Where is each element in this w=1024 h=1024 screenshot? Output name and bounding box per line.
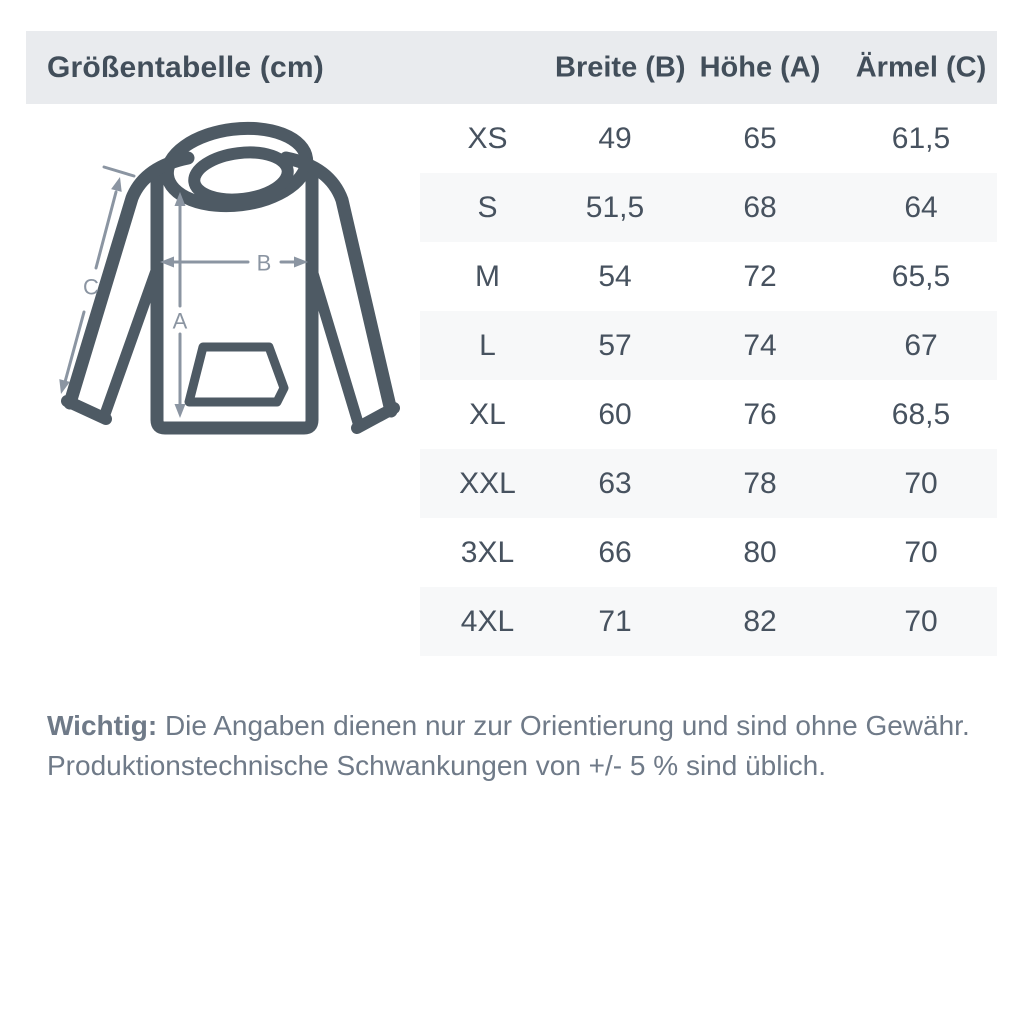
size-cell: XL bbox=[469, 397, 506, 431]
hoehe-cell: 80 bbox=[743, 535, 777, 569]
table-row bbox=[420, 311, 997, 380]
hoodie-diagram bbox=[40, 120, 420, 460]
hoehe-cell: 65 bbox=[743, 121, 777, 155]
breite-cell: 49 bbox=[598, 121, 632, 155]
hoodie-left-sleeve-inner bbox=[104, 268, 157, 417]
hoehe-cell: 74 bbox=[743, 328, 777, 362]
breite-cell: 57 bbox=[598, 328, 632, 362]
arrowhead-c-top-icon bbox=[111, 177, 122, 192]
hoehe-cell: 72 bbox=[743, 259, 777, 293]
size-cell: L bbox=[479, 328, 496, 362]
arrowhead-a-bottom-icon bbox=[175, 404, 186, 418]
disclaimer-label: Wichtig: bbox=[47, 710, 158, 741]
column-header-breite: Breite (B) bbox=[555, 51, 686, 83]
column-header-hoehe: Höhe (A) bbox=[699, 51, 821, 83]
column-header-aermel: Ärmel (C) bbox=[855, 51, 987, 83]
aermel-cell: 64 bbox=[904, 190, 938, 224]
aermel-cell: 67 bbox=[904, 328, 938, 362]
table-row bbox=[420, 518, 997, 587]
size-cell: 4XL bbox=[460, 604, 515, 638]
breite-cell: 66 bbox=[598, 535, 632, 569]
table-row bbox=[420, 104, 997, 173]
table-row bbox=[420, 380, 997, 449]
aermel-cell: 68,5 bbox=[891, 397, 951, 431]
hoodie-right-sleeve-inner bbox=[312, 270, 359, 426]
table-header-band bbox=[26, 31, 997, 104]
table-row bbox=[420, 449, 997, 518]
hoehe-cell: 76 bbox=[743, 397, 777, 431]
disclaimer-note bbox=[47, 706, 997, 786]
size-cell: XS bbox=[467, 121, 508, 155]
breite-cell: 63 bbox=[598, 466, 632, 500]
breite-cell: 54 bbox=[598, 259, 632, 293]
breite-cell: 51,5 bbox=[585, 190, 645, 224]
hoodie-pocket bbox=[189, 347, 284, 402]
dimension-c-end-tick bbox=[104, 167, 134, 176]
aermel-cell: 70 bbox=[904, 466, 938, 500]
aermel-cell: 70 bbox=[904, 535, 938, 569]
disclaimer-line1: Die Angaben dienen nur zur Orientierung und sind ohne Gewähr. bbox=[164, 710, 970, 741]
table-row bbox=[420, 173, 997, 242]
size-cell: M bbox=[475, 259, 500, 293]
breite-cell: 60 bbox=[598, 397, 632, 431]
dimension-label-b: B bbox=[256, 250, 272, 276]
aermel-cell: 65,5 bbox=[891, 259, 951, 293]
dimension-label-c: C bbox=[83, 274, 99, 300]
aermel-cell: 70 bbox=[904, 604, 938, 638]
hoehe-cell: 82 bbox=[743, 604, 777, 638]
size-cell: 3XL bbox=[460, 535, 515, 569]
table-row bbox=[420, 587, 997, 656]
size-table bbox=[420, 104, 997, 656]
size-cell: XXL bbox=[459, 466, 516, 500]
table-row bbox=[420, 242, 997, 311]
size-cell: S bbox=[477, 190, 498, 224]
page-title: Größentabelle (cm) bbox=[47, 50, 324, 84]
breite-cell: 71 bbox=[598, 604, 632, 638]
disclaimer-line2: Produktionstechnische Schwankungen von +/- 5 % sind üblich. bbox=[47, 750, 827, 781]
dimension-label-a: A bbox=[172, 308, 188, 334]
aermel-cell: 61,5 bbox=[891, 121, 951, 155]
hoehe-cell: 78 bbox=[743, 466, 777, 500]
hoehe-cell: 68 bbox=[743, 190, 777, 224]
